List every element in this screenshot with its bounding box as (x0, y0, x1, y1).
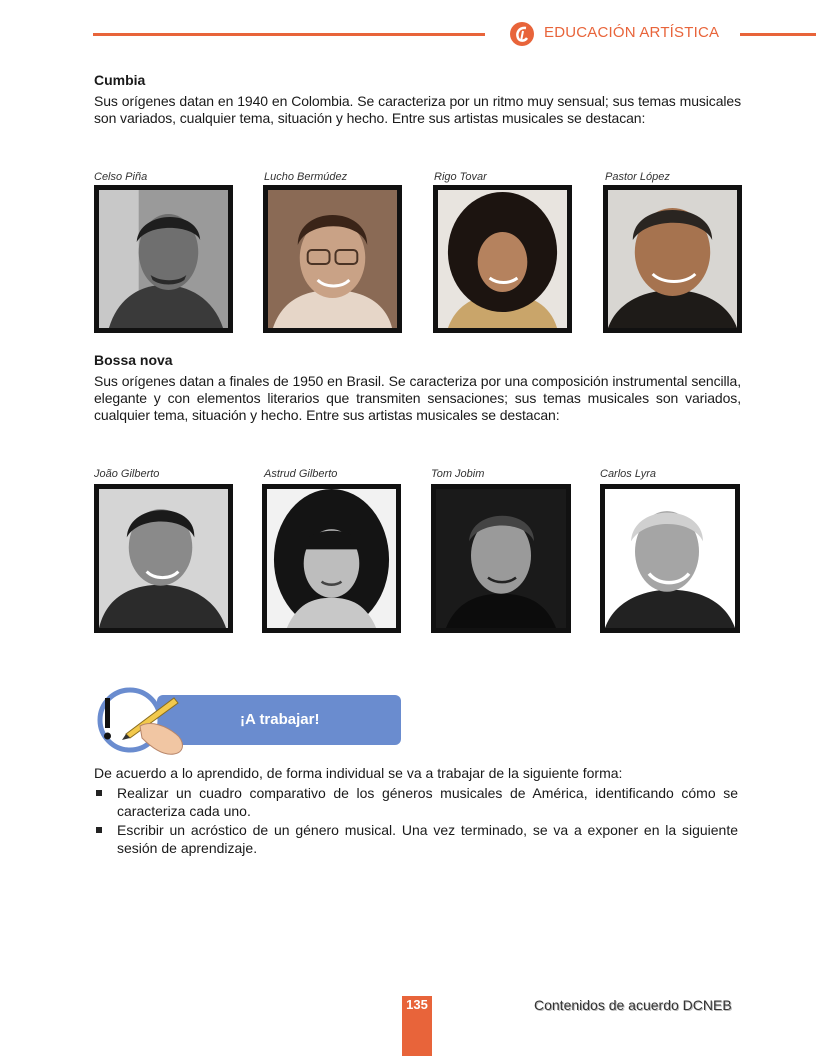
artist-photo (603, 185, 742, 333)
activity-list (94, 784, 738, 858)
caption-artist: Tom Jobim (431, 468, 485, 480)
bossa-nova-paragraph: Sus orígenes datan a finales de 1950 en Brasil. Se caracteriza por una composición instrumental sencilla, elegante y con elementos literarios que transmiten sensaciones; sus temas musicales son variados, cualquier tema, situación y hecho. Entre sus artistas musicales se destacan: (94, 373, 741, 423)
bullet-square-icon (96, 790, 102, 796)
pencil-hand-icon (96, 686, 192, 756)
artist-photo (263, 185, 402, 333)
caption-artist: Astrud Gilberto (264, 468, 338, 480)
caption-artist: João Gilberto (94, 468, 160, 480)
caption-artist: Pastor López (605, 171, 670, 183)
section-title-cumbia: Cumbia (94, 72, 146, 88)
caption-artist: Celso Piña (94, 171, 148, 183)
artist-photo (600, 484, 740, 633)
caption-artist: Carlos Lyra (600, 468, 657, 480)
artist-photo (433, 185, 572, 333)
caption-artist: Lucho Bermúdez (264, 171, 348, 183)
artist-photo (94, 185, 233, 333)
list-item (94, 784, 738, 820)
header-rule-left (93, 33, 485, 36)
activity-intro: De acuerdo a lo aprendido, de forma individual se va a trabajar de la siguiente forma: (94, 765, 623, 781)
cumbia-paragraph: Sus orígenes datan en 1940 en Colombia. Se caracteriza por un ritmo muy sensual; sus temas musicales son variados, cualquier tema, situación y hecho. Entre sus artistas musicales se destacan: (94, 93, 741, 126)
list-item-text: Realizar un cuadro comparativo de los géneros musicales de América, identificando cómo se caracteriza cada uno. (117, 785, 738, 819)
activity-banner-title: ¡A trabajar! (240, 711, 320, 728)
artist-photo (262, 484, 401, 633)
artist-photo (431, 484, 571, 633)
artist-photo (94, 484, 233, 633)
footer-text: Contenidos de acuerdo DCNEB (534, 997, 732, 1013)
header-rule-right (740, 33, 816, 36)
header-title: EDUCACIÓN ARTÍSTICA (544, 24, 720, 41)
caption-artist: Rigo Tovar (434, 171, 487, 183)
list-item-text: Escribir un acróstico de un género musical. Una vez terminado, se va a exponer en la siguiente sesión de aprendizaje. (117, 822, 738, 856)
section-title-bossa-nova: Bossa nova (94, 352, 173, 368)
list-item (94, 821, 738, 857)
brand-logo-icon (509, 21, 535, 47)
bullet-square-icon (96, 827, 102, 833)
page-number: 135 (406, 997, 428, 1012)
